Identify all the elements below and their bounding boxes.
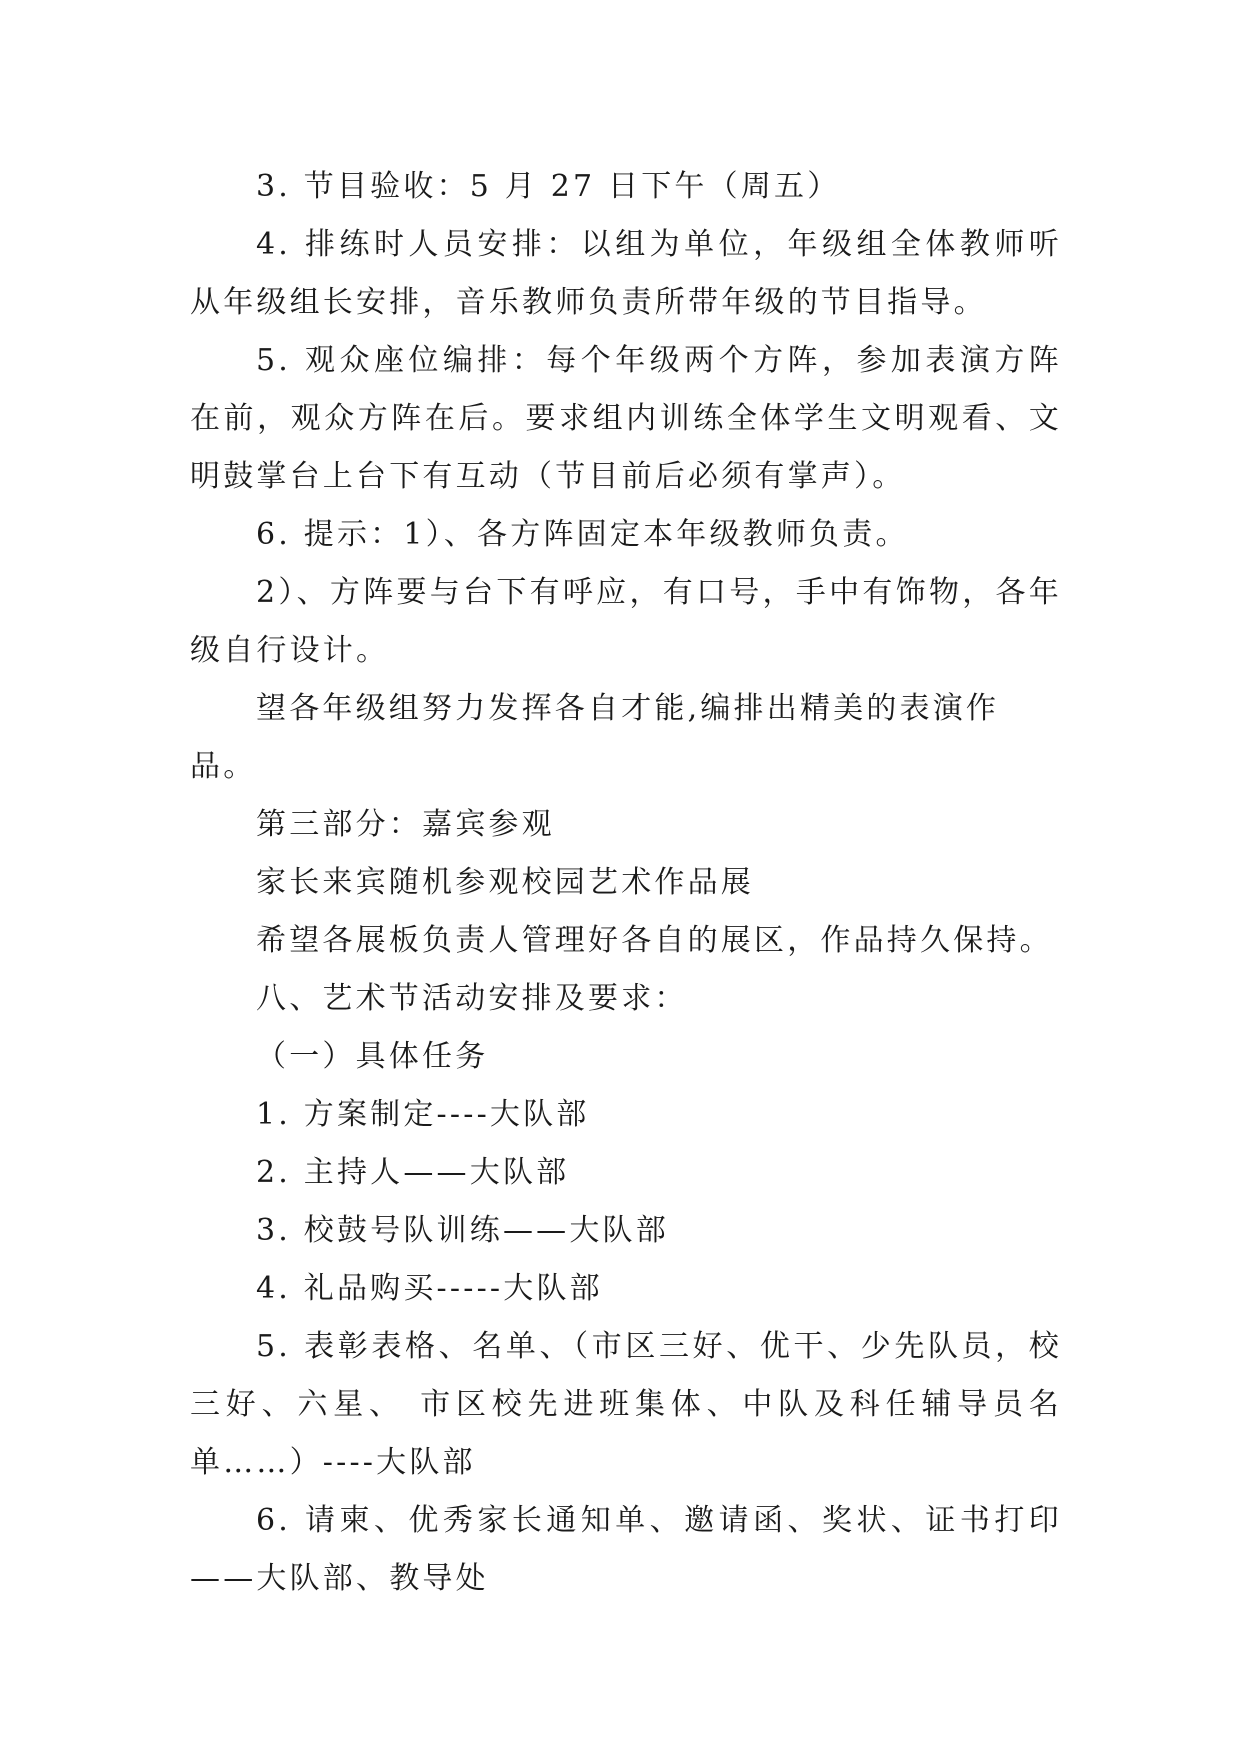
- paragraph-tips-1: 6. 提示：1）、各方阵固定本年级教师负责。: [256, 517, 909, 552]
- paragraph-audience-seating: 5. 观众座位编排：每个年级两个方阵，参加表演方阵在前，观众方阵在后。要求组内训练全体学生文明观看、文明鼓掌台上台下有互动（节目前后必须有掌声）。: [190, 343, 1062, 494]
- section-heading-eight: 八、艺术节活动安排及要求：: [256, 981, 688, 1016]
- paragraph-exhibit-managers: 希望各展板负责人管理好各自的展区，作品持久保持。: [256, 923, 1053, 958]
- paragraph-guest-visit: 家长来宾随机参观校园艺术作品展: [256, 865, 754, 900]
- task-item-5: 5. 表彰表格、名单、（市区三好、优干、少先队员，校三好、六星、 市区校先进班集体、中队及科任辅导员名单……）----大队部: [190, 1329, 1062, 1480]
- task-item-1: 1. 方案制定----大队部: [256, 1097, 590, 1132]
- paragraph-expectation: 望各年级组努力发挥各自才能,编排出精美的表演作品。: [190, 691, 1000, 784]
- paragraph-rehearsal-staff: 4. 排练时人员安排：以组为单位，年级组全体教师听从年级组长安排，音乐教师负责所带年级的节目指导。: [190, 227, 1062, 320]
- section-heading-part-three: 第三部分：嘉宾参观: [256, 807, 555, 842]
- task-item-3: 3. 校鼓号队训练——大队部: [256, 1213, 669, 1248]
- task-item-4: 4. 礼品购买-----大队部: [256, 1271, 603, 1306]
- document-body: [190, 158, 1062, 1608]
- task-item-2: 2. 主持人——大队部: [256, 1155, 570, 1190]
- paragraph-program-review: 3. 节目验收：5 月 27 日下午（周五）: [256, 169, 841, 204]
- subheading-specific-tasks: （一）具体任务: [256, 1039, 489, 1074]
- paragraph-tips-2: 2）、方阵要与台下有呼应，有口号，手中有饰物，各年级自行设计。: [190, 575, 1062, 668]
- task-item-6: 6. 请柬、优秀家长通知单、邀请函、奖状、证书打印——大队部、教导处: [190, 1503, 1062, 1596]
